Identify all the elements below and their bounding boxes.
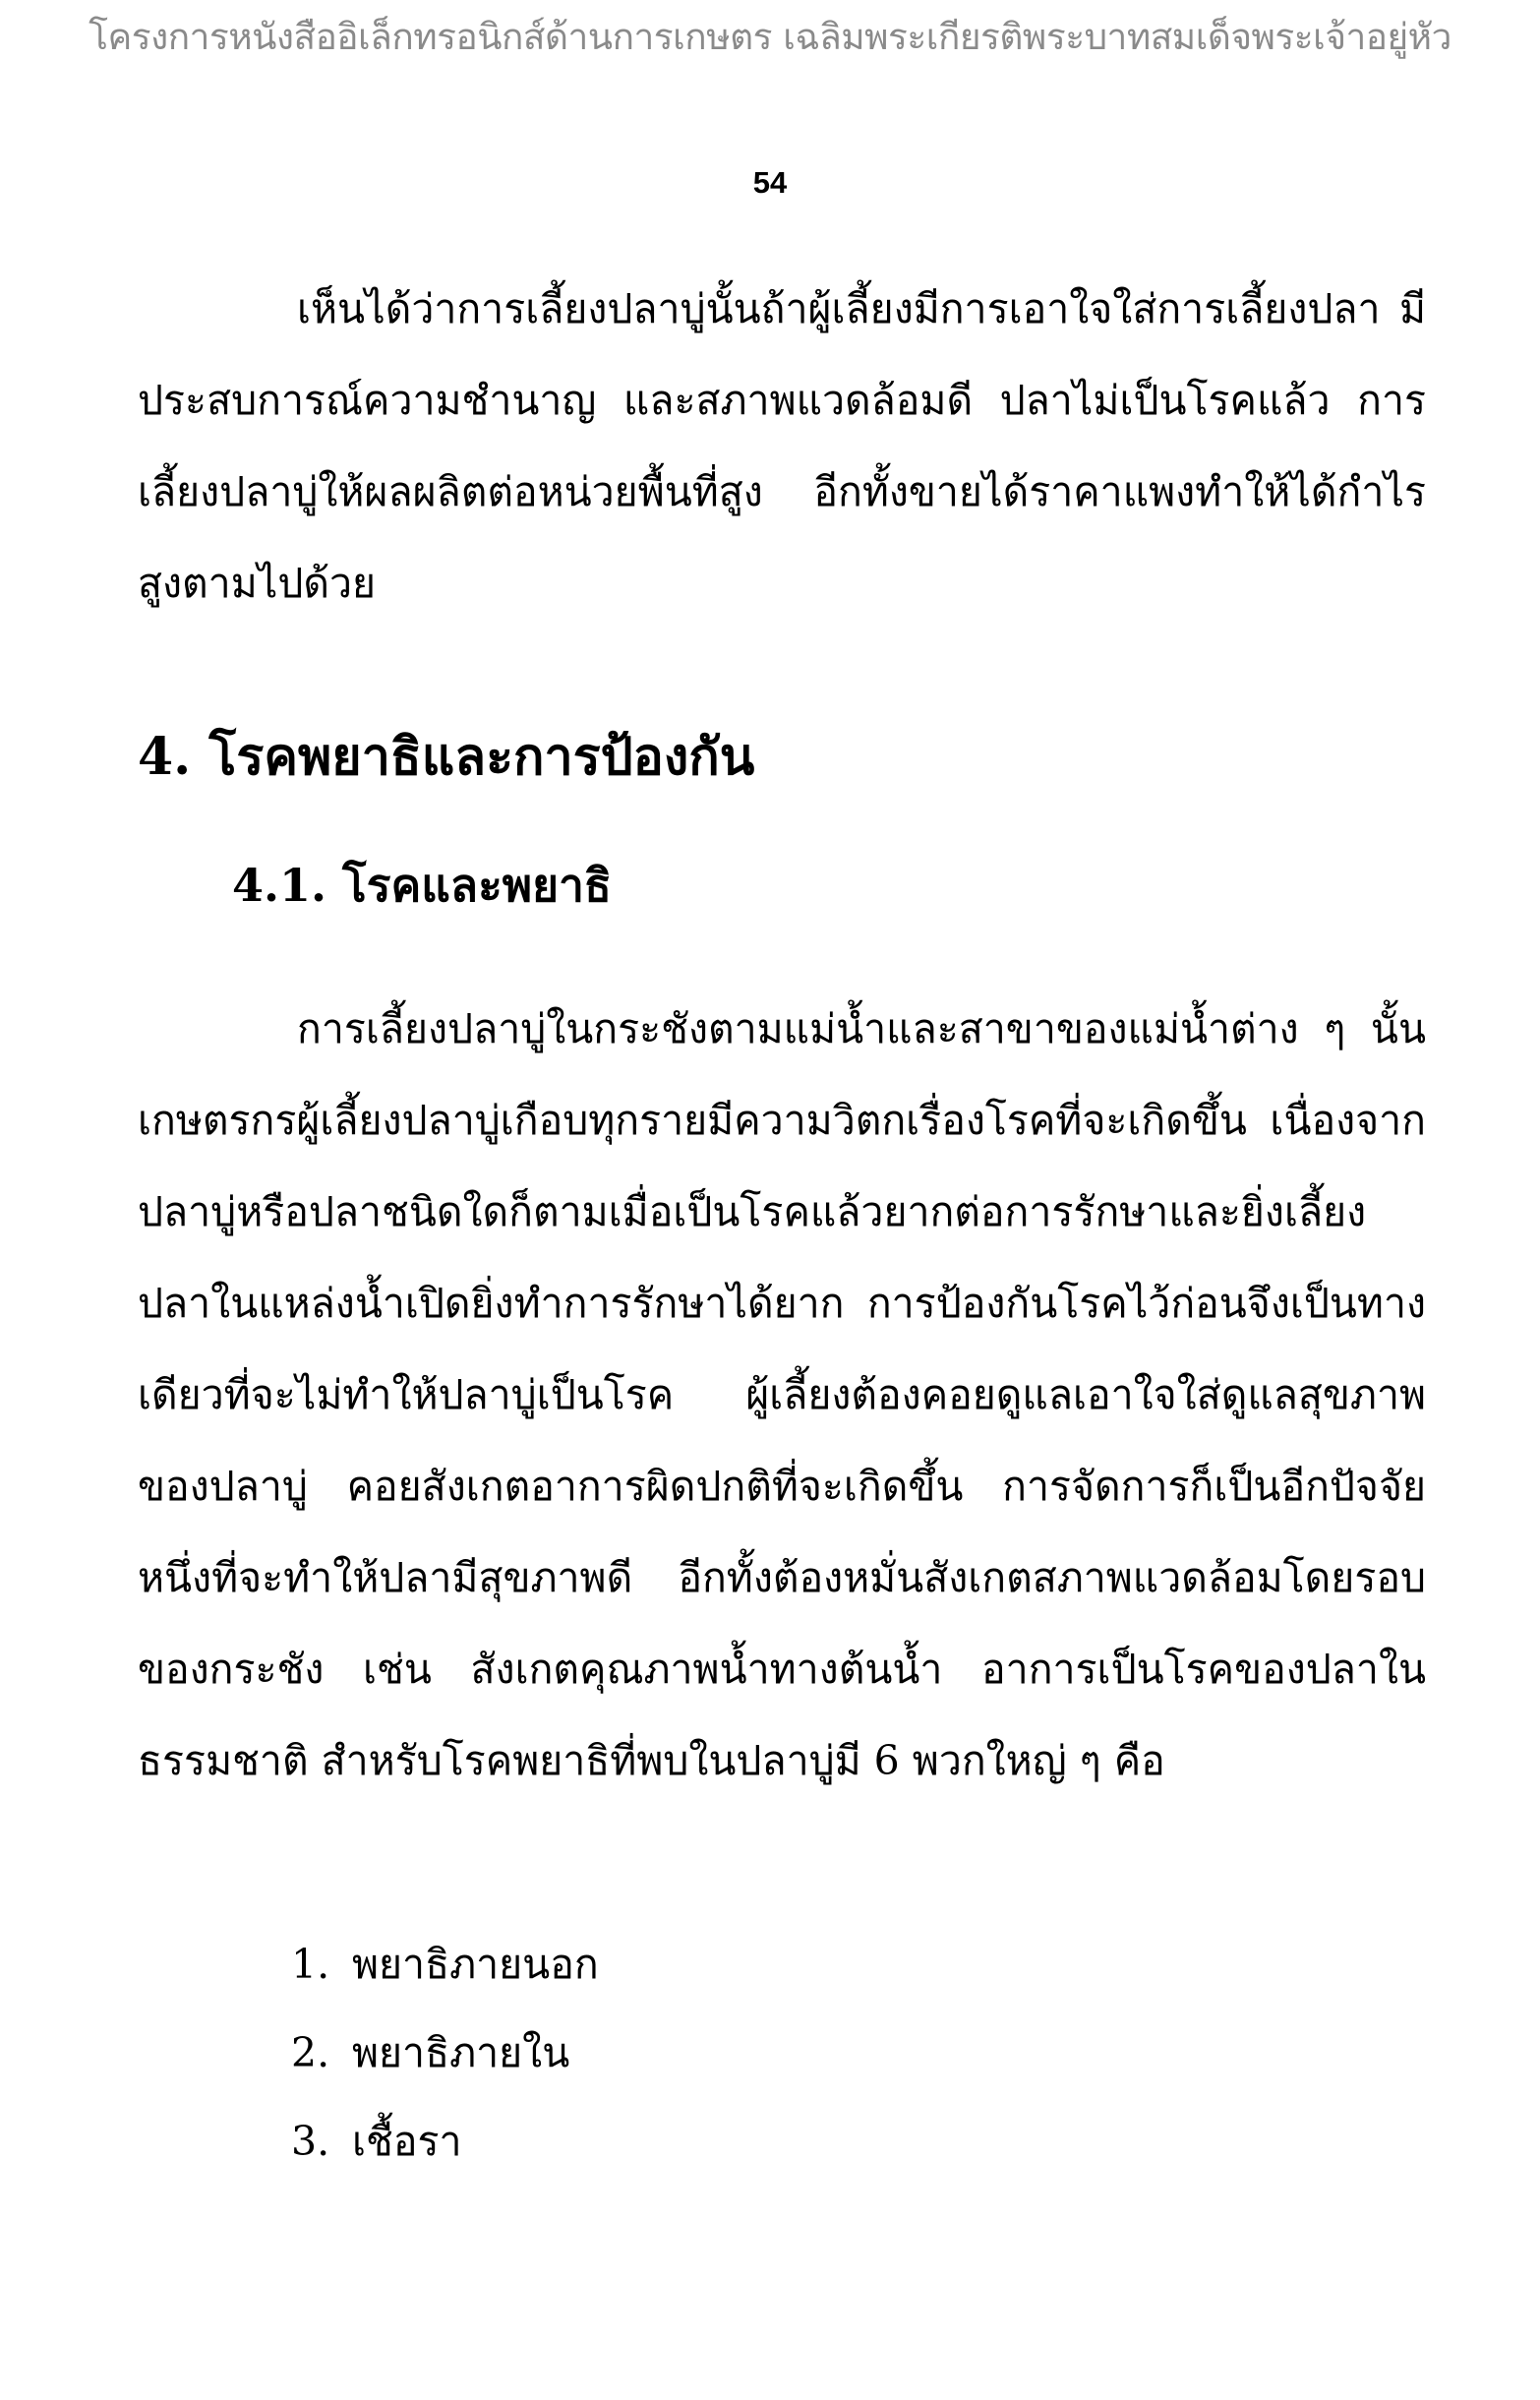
page-number: 54 [752, 165, 788, 200]
list-item-text: พยาธิภายใน [352, 2029, 570, 2076]
list-item [291, 2009, 599, 2097]
header-banner: โครงการหนังสืออิเล็กทรอนิกส์ด้านการเกษตร เฉลิมพระเกียรติพระบาทสมเด็จพระเจ้าอยู่หัว [89, 16, 1451, 58]
list-item [291, 2097, 599, 2186]
paragraph-intro [138, 264, 1426, 630]
list-item-text: พยาธิภายนอก [352, 1941, 599, 1988]
list-item [291, 1920, 599, 2009]
paragraph-intro-text: เห็นได้ว่าการเลี้ยงปลาบู่นั้นถ้าผู้เลี้ยงมีการเอาใจใส่การเลี้ยงปลา มีประสบการณ์ความชำนาญ และสภาพแวดล้อมดี ปลาไม่เป็นโรคแล้ว การเลี้ยงปลาบู่ให้ผลผลิตต่อหน่วยพื้นที่สูง อีกทั้งขายได้ราคาแพงทำให้ได้กำไรสูงตามไปด้วย [138, 285, 1426, 607]
paragraph-diseases [138, 984, 1426, 1807]
list-item-text: เชื้อรา [352, 2118, 462, 2165]
disease-group-list [291, 1920, 599, 2186]
section-heading: 4. โรคพยาธิและการป้องกัน [138, 727, 755, 787]
list-item-number: 1. [291, 1941, 330, 1988]
paragraph-diseases-text: การเลี้ยงปลาบู่ในกระชังตามแม่น้ำและสาขาของแม่น้ำต่าง ๆ นั้น เกษตรกรผู้เลี้ยงปลาบู่เกือบทุกรายมีความวิตกเรื่องโรคที่จะเกิดขึ้น เนื่องจากปลาบู่หรือปลาชนิดใดก็ตามเมื่อเป็นโรคแล้วยากต่อการรักษาและยิ่งเลี้ยงปลาในแหล่งน้ำเปิดยิ่งทำการรักษาได้ยาก การป้องกันโรคไว้ก่อนจึงเป็นทางเดียวที่จะไม่ทำให้ปลาบู่เป็นโรค ผู้เลี้ยงต้องคอยดูแลเอาใจใส่ดูแลสุขภาพของปลาบู่ คอยสังเกตอาการผิดปกติที่จะเกิดขึ้น การจัดการก็เป็นอีกปัจจัยหนึ่งที่จะทำให้ปลามีสุขภาพดี อีกทั้งต้องหมั่นสังเกตสภาพแวดล้อมโดยรอบของกระชัง เช่น สังเกตคุณภาพน้ำทางต้นน้ำ อาการเป็นโรคของปลาในธรรมชาติ สำหรับโรคพยาธิที่พบในปลาบู่มี 6 พวกใหญ่ ๆ คือ [138, 1005, 1426, 1784]
list-item-number: 2. [291, 2029, 330, 2076]
subsection-heading: 4.1. โรคและพยาธิ [232, 859, 612, 912]
list-item-number: 3. [291, 2118, 330, 2165]
